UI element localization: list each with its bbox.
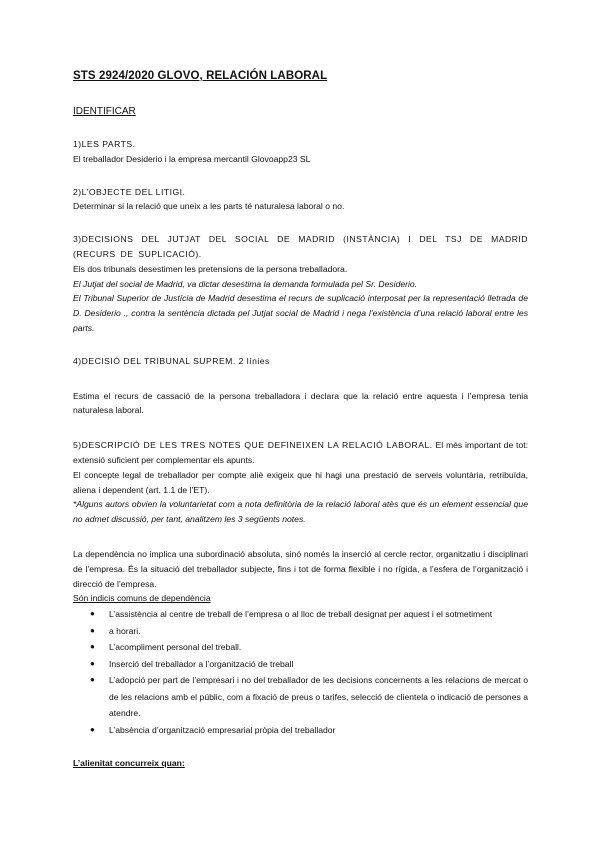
section-4-heading: 4)DECISIÓ DEL TRIBUNAL SUPREM. 2 línies (73, 355, 270, 366)
bullet-icon: ● (90, 675, 95, 685)
section-5-heading-rest: El més important de tot: extensió suficient per complementar els apunts. (73, 440, 528, 465)
section-3-heading: 3)DECISIONS DEL JUTJAT DEL SOCIAL DE MADRID (INSTÀNCIA) I DEL TSJ DE MADRID (RECURS DE SUPLICACIÓ). (73, 234, 528, 259)
section-3-italic-2: El Tribunal Superior de Justícia de Madrid desestima el recurs de suplicació interposat per la representació lletrada de D. Desiderio ., contra la sentència dictada pel Jutjat social de Madrid i nega l’existència d’una relació laboral entre les parts. (73, 293, 528, 333)
indicis-list (73, 606, 528, 738)
section-2-text: Determinar si la relació que uneix a les parts té naturalesa laboral o no. (73, 201, 345, 212)
bullet-icon: ● (90, 609, 95, 619)
indicis-heading: Són indicis comuns de dependència (73, 593, 211, 604)
bullet-icon: ● (90, 625, 95, 635)
list-item: ● L’assistència al centre de treball de l’empresa o al lloc de treball designat per aquest i el sotmetiment (73, 606, 528, 623)
section-3-italic-1: El Jutjat del social de Madrid, va dictar desestima la demanda formulada pel Sr. Desiderio. (73, 278, 418, 289)
document-page (73, 70, 528, 771)
section-3-text: Els dos tribunals desestimen les pretensions de la persona treballadora. (73, 263, 348, 274)
alienitat-heading: L’alienitat concurreix quan: (73, 758, 185, 769)
identify-heading: IDENTIFICAR (73, 106, 136, 117)
section-5-heading: 5)DESCRIPCIÓ DE LES TRES NOTES QUE DEFINEIXEN LA RELACIÓ LABORAL. (73, 440, 433, 451)
bullet-icon: ● (90, 658, 95, 668)
list-item: ● L’absència d’organització empresarial pròpia del treballador (73, 722, 528, 739)
bullet-icon: ● (90, 724, 95, 734)
list-item: ● a horari. (73, 623, 528, 640)
section-5-text: El concepte legal de treballador per compte aliè exigeix que hi hagi una prestació de serveis voluntària, retribuïda, aliena i dependent (art. 1.1 de l’ET). (73, 469, 528, 495)
section-1-heading: 1)LES PARTS. (73, 139, 136, 149)
section-2-heading: 2)L’OBJECTE DEL LITIGI. (73, 186, 186, 197)
list-item: ● L’acompliment personal del treball. (73, 639, 528, 656)
bullet-icon: ● (90, 642, 95, 652)
section-4-text: Estima el recurs de cassació de la persona treballadora i declara que la relació entre aquesta i l’empresa tenia naturalesa laboral. (73, 390, 528, 416)
list-item: ● L’adopció per part de l’empresari i no del treballador de les decisions concernents a les relacions de mercat o de les relacions amb el públic, com a fixació de preus o tarifes, selecció de clientela o indicació de persones a atendre. (73, 672, 528, 722)
dependencia-text: La dependència no implica una subordinació absoluta, sinó només la inserció al cercle rector, organitzatiu i disciplinari de l’empresa. És la situació del treballador subjecte, fins i tot de forma flexible i no rígida, a l’esfera de l’organització i direcció de l’empresa. (73, 548, 528, 589)
section-5-heading-block (73, 438, 528, 468)
section-5-italic: *Alguns autors obvien la voluntarietat com a nota definitòria de la relació laboral atès que és un element essencial que no admet discussió, per tant, analitzem les 3 següents notes. (73, 499, 528, 525)
section-1-text: El treballador Desiderio i la empresa mercantil Glovoapp23 SL (73, 153, 311, 164)
list-item: ● Inserció del treballador a l’organització de treball (73, 656, 528, 673)
document-title: STS 2924/2020 GLOVO, RELACIÓN LABORAL (73, 70, 328, 82)
